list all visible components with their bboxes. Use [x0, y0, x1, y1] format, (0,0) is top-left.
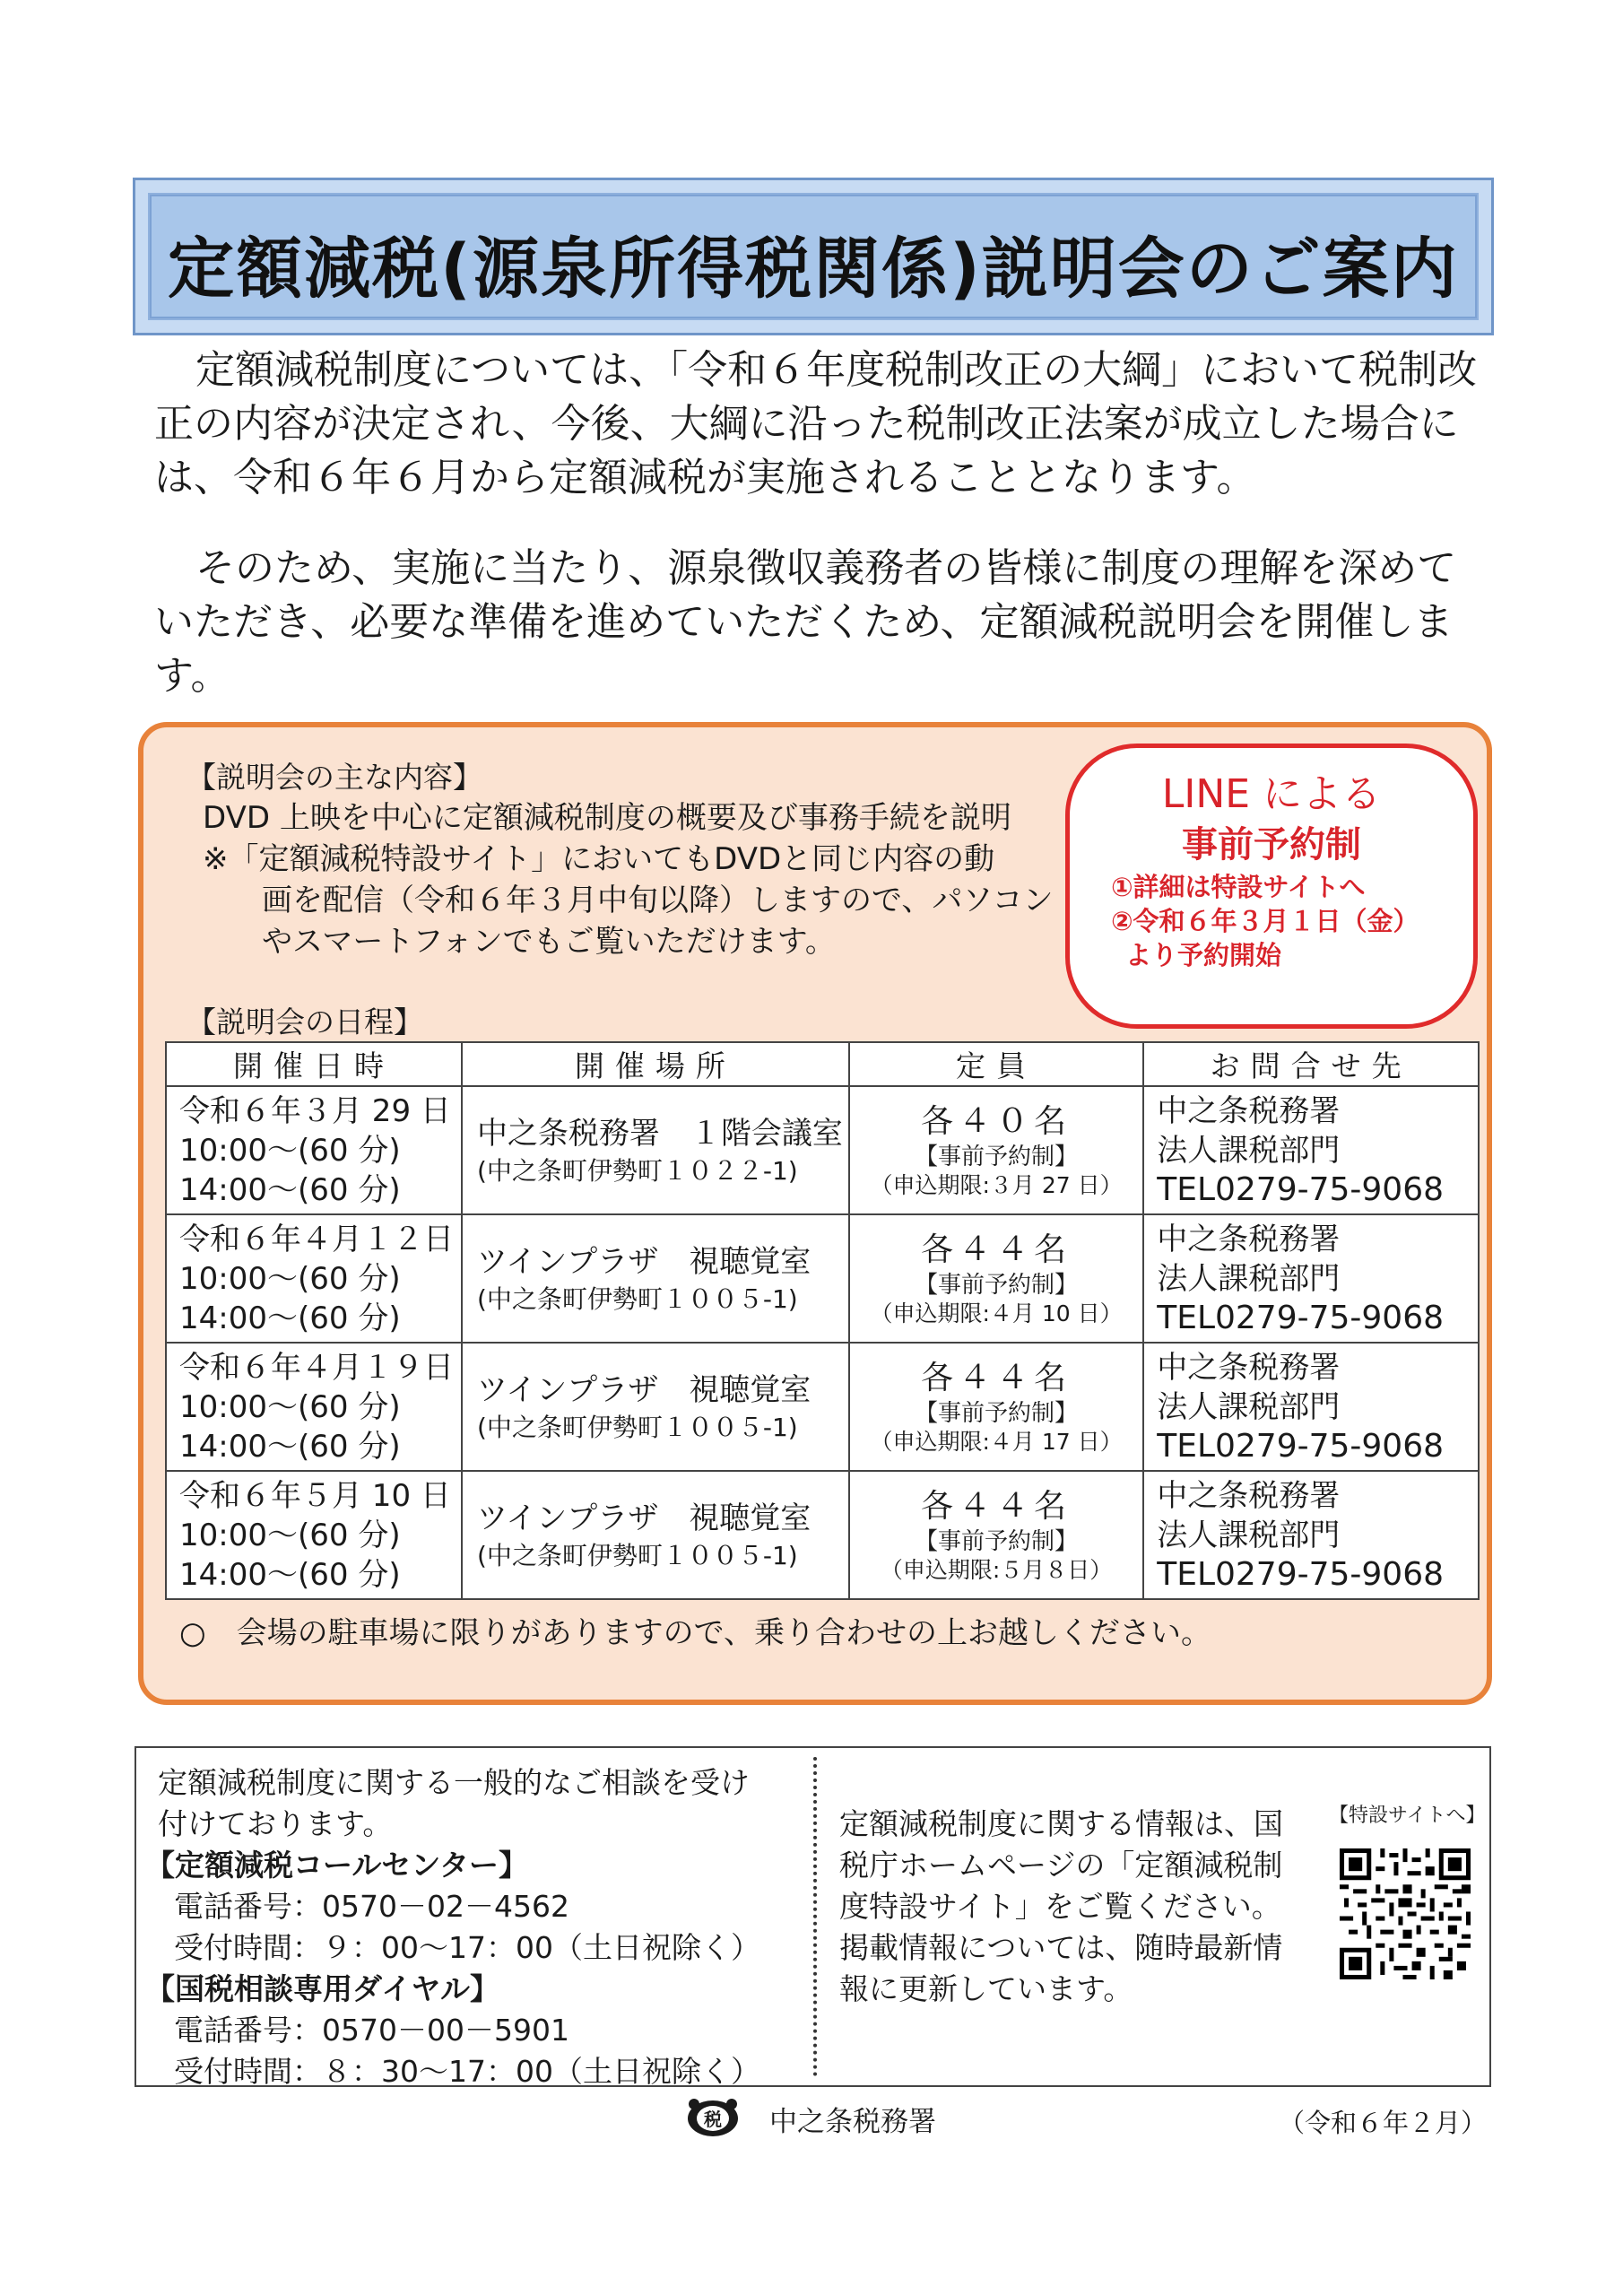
session-time: 14:00〜(60 分)	[179, 1428, 401, 1465]
session-date: 令和６年４月１９日	[179, 1349, 454, 1386]
table-row	[166, 1343, 1479, 1471]
session-time: 10:00〜(60 分)	[179, 1388, 401, 1425]
session-contact	[1143, 1471, 1479, 1599]
contact-phone: TEL0279-75-9068	[1157, 1555, 1445, 1593]
table-header-capacity: 定員	[849, 1042, 1143, 1086]
reservation-label: 【事前予約制】	[915, 1527, 1079, 1555]
contact-department: 法人課税部門	[1157, 1517, 1341, 1553]
session-time: 10:00〜(60 分)	[179, 1260, 401, 1297]
session-venue	[462, 1343, 849, 1471]
line-reservation-note: ②令和６年３月１日（金）	[1111, 906, 1419, 936]
contact-phone: TEL0279-75-9068	[1157, 1170, 1445, 1208]
site-info-line: 度特設サイト」をご覧ください。	[839, 1889, 1281, 1924]
tax-dial-hours: 受付時間：８：30〜17：00（土日祝除く）	[174, 2054, 760, 2089]
session-capacity	[849, 1214, 1143, 1343]
qr-label: 【特設サイトへ】	[1329, 1805, 1486, 1827]
contact-office: 中之条税務署	[1157, 1349, 1341, 1386]
session-date: 令和６年５月 10 日	[179, 1477, 451, 1514]
table-row	[166, 1086, 1479, 1214]
capacity-count: 各４４名	[921, 1231, 1072, 1268]
line-reservation-title: LINE による	[1161, 771, 1382, 817]
contact-phone: TEL0279-75-9068	[1157, 1299, 1445, 1336]
table-row	[166, 1471, 1479, 1599]
call-center-hours: 受付時間：９：00〜17：00（土日祝除く）	[174, 1930, 760, 1965]
line-reservation-note: より予約開始	[1125, 940, 1282, 970]
reservation-label: 【事前予約制】	[915, 1399, 1079, 1427]
session-time: 14:00〜(60 分)	[179, 1300, 401, 1336]
session-datetime	[166, 1086, 462, 1214]
dotted-divider	[813, 1757, 817, 2076]
issue-date: （令和６年２月）	[1279, 2108, 1488, 2138]
site-info-line: 定額減税制度に関する情報は、国	[839, 1806, 1283, 1841]
table-header-contact: お問合せ先	[1143, 1042, 1479, 1086]
session-capacity	[849, 1471, 1143, 1599]
session-time: 10:00〜(60 分)	[179, 1517, 401, 1553]
application-deadline: （申込期限:５月８日）	[880, 1556, 1113, 1583]
session-capacity	[849, 1343, 1143, 1471]
table-header-date: 開催日時	[166, 1042, 462, 1086]
application-deadline: （申込期限:４月 17 日）	[870, 1428, 1123, 1455]
line-reservation-box	[1065, 744, 1478, 1029]
site-info	[839, 1804, 1341, 2010]
session-venue	[462, 1471, 849, 1599]
tax-dial-heading: 【国税相談専用ダイヤル】	[145, 1971, 500, 2006]
site-info-line: 報に更新しています。	[839, 1971, 1133, 2006]
contact-office: 中之条税務署	[1157, 1221, 1341, 1257]
venue-address: (中之条町伊勢町１００５-1)	[476, 1540, 798, 1570]
intro-paragraph-2: そのため、実施に当たり、源泉徴収義務者の皆様に制度の理解を深めていただき、必要な準備を進めていただくため、定額減税説明会を開催します。	[154, 545, 1457, 699]
session-contact	[1143, 1343, 1479, 1471]
parking-note: ○ 会場の駐車場に限りがありますので、乗り合わせの上お越しください。	[179, 1615, 1211, 1651]
session-date: 令和６年４月１２日	[179, 1221, 454, 1257]
session-time: 10:00〜(60 分)	[179, 1132, 401, 1169]
session-time: 14:00〜(60 分)	[179, 1171, 401, 1208]
capacity-count: 各４０名	[921, 1102, 1072, 1140]
session-venue	[462, 1214, 849, 1343]
venue-address: (中之条町伊勢町１００５-1)	[476, 1412, 798, 1442]
contact-phone: TEL0279-75-9068	[1157, 1427, 1445, 1465]
tax-dial-phone: 電話番号：0570－00－5901	[174, 2013, 569, 2048]
schedule-table	[165, 1041, 1480, 1600]
capacity-count: 各４４名	[921, 1359, 1072, 1396]
session-date: 令和６年３月 29 日	[179, 1092, 451, 1129]
session-datetime	[166, 1343, 462, 1471]
schedule-heading: 【説明会の日程】	[187, 1004, 423, 1039]
contact-office: 中之条税務署	[1157, 1092, 1341, 1129]
table-header-place: 開催場所	[462, 1042, 849, 1086]
session-time: 14:00〜(60 分)	[179, 1556, 401, 1593]
consultation-intro: 付けております。	[158, 1806, 393, 1841]
content-note-line: 画を配信（令和６年３月中旬以降）しますので、パソコン	[262, 883, 1054, 918]
table-row	[166, 1214, 1479, 1343]
office-name: 中之条税務署	[769, 2106, 936, 2138]
intro-paragraph-1: 定額減税制度については、「令和６年度税制改正の大綱」において税制改正の内容が決定され、今後、大綱に沿った税制改正法案が成立した場合には、令和６年６月から定額減税が実施されることとなります。	[154, 347, 1478, 500]
session-venue	[462, 1086, 849, 1214]
contact-office: 中之条税務署	[1157, 1477, 1341, 1514]
venue-address: (中之条町伊勢町１００５-1)	[476, 1283, 798, 1314]
consultation-box	[135, 1746, 1491, 2087]
qr-code-icon[interactable]	[1340, 1848, 1471, 1979]
contact-department: 法人課税部門	[1157, 1132, 1341, 1169]
content-note-line: やスマートフォンでもご覧いただけます。	[262, 924, 836, 960]
logo-text: 税	[704, 2109, 722, 2130]
venue-address: (中之条町伊勢町１０２２-1)	[476, 1155, 798, 1186]
venue-name: ツインプラザ 視聴覚室	[476, 1243, 812, 1280]
venue-name: ツインプラザ 視聴覚室	[476, 1500, 812, 1536]
session-contact	[1143, 1086, 1479, 1214]
venue-name: ツインプラザ 視聴覚室	[476, 1371, 812, 1408]
title-banner	[133, 178, 1494, 335]
session-contact	[1143, 1214, 1479, 1343]
site-info-line: 掲載情報については、随時最新情	[839, 1930, 1283, 1965]
reservation-label: 【事前予約制】	[915, 1271, 1079, 1299]
application-deadline: （申込期限:４月 10 日）	[870, 1300, 1123, 1326]
session-datetime	[166, 1471, 462, 1599]
seminar-info-panel	[138, 722, 1492, 1705]
tax-office-logo-icon	[685, 2097, 741, 2138]
content-note-line: ※「定額減税特設サイト」においてもDVDと同じ内容の動	[203, 841, 995, 877]
content-line: DVD 上映を中心に定額減税制度の概要及び事務手続を説明	[203, 800, 1011, 836]
consultation-intro: 定額減税制度に関する一般的なご相談を受け	[158, 1765, 750, 1800]
table-header-row	[166, 1042, 1479, 1086]
reservation-label: 【事前予約制】	[915, 1143, 1079, 1170]
contact-department: 法人課税部門	[1157, 1260, 1341, 1297]
line-reservation-note: ①詳細は特設サイトへ	[1111, 872, 1366, 902]
call-center-phone: 電話番号：0570－02－4562	[174, 1889, 569, 1924]
session-datetime	[166, 1214, 462, 1343]
session-capacity	[849, 1086, 1143, 1214]
site-info-line: 税庁ホームページの「定額減税制	[839, 1848, 1283, 1883]
contact-department: 法人課税部門	[1157, 1388, 1341, 1425]
capacity-count: 各４４名	[921, 1487, 1072, 1525]
line-reservation-subtitle: 事前予約制	[1182, 824, 1361, 865]
application-deadline: （申込期限:３月 27 日）	[870, 1171, 1123, 1198]
page-title: 定額減税(源泉所得税関係)説明会のご案内	[168, 230, 1459, 308]
content-description	[203, 797, 1189, 962]
call-center-heading: 【定額減税コールセンター】	[145, 1848, 529, 1883]
content-heading: 【説明会の主な内容】	[187, 760, 482, 795]
venue-name: 中之条税務署 １階会議室	[476, 1115, 843, 1152]
